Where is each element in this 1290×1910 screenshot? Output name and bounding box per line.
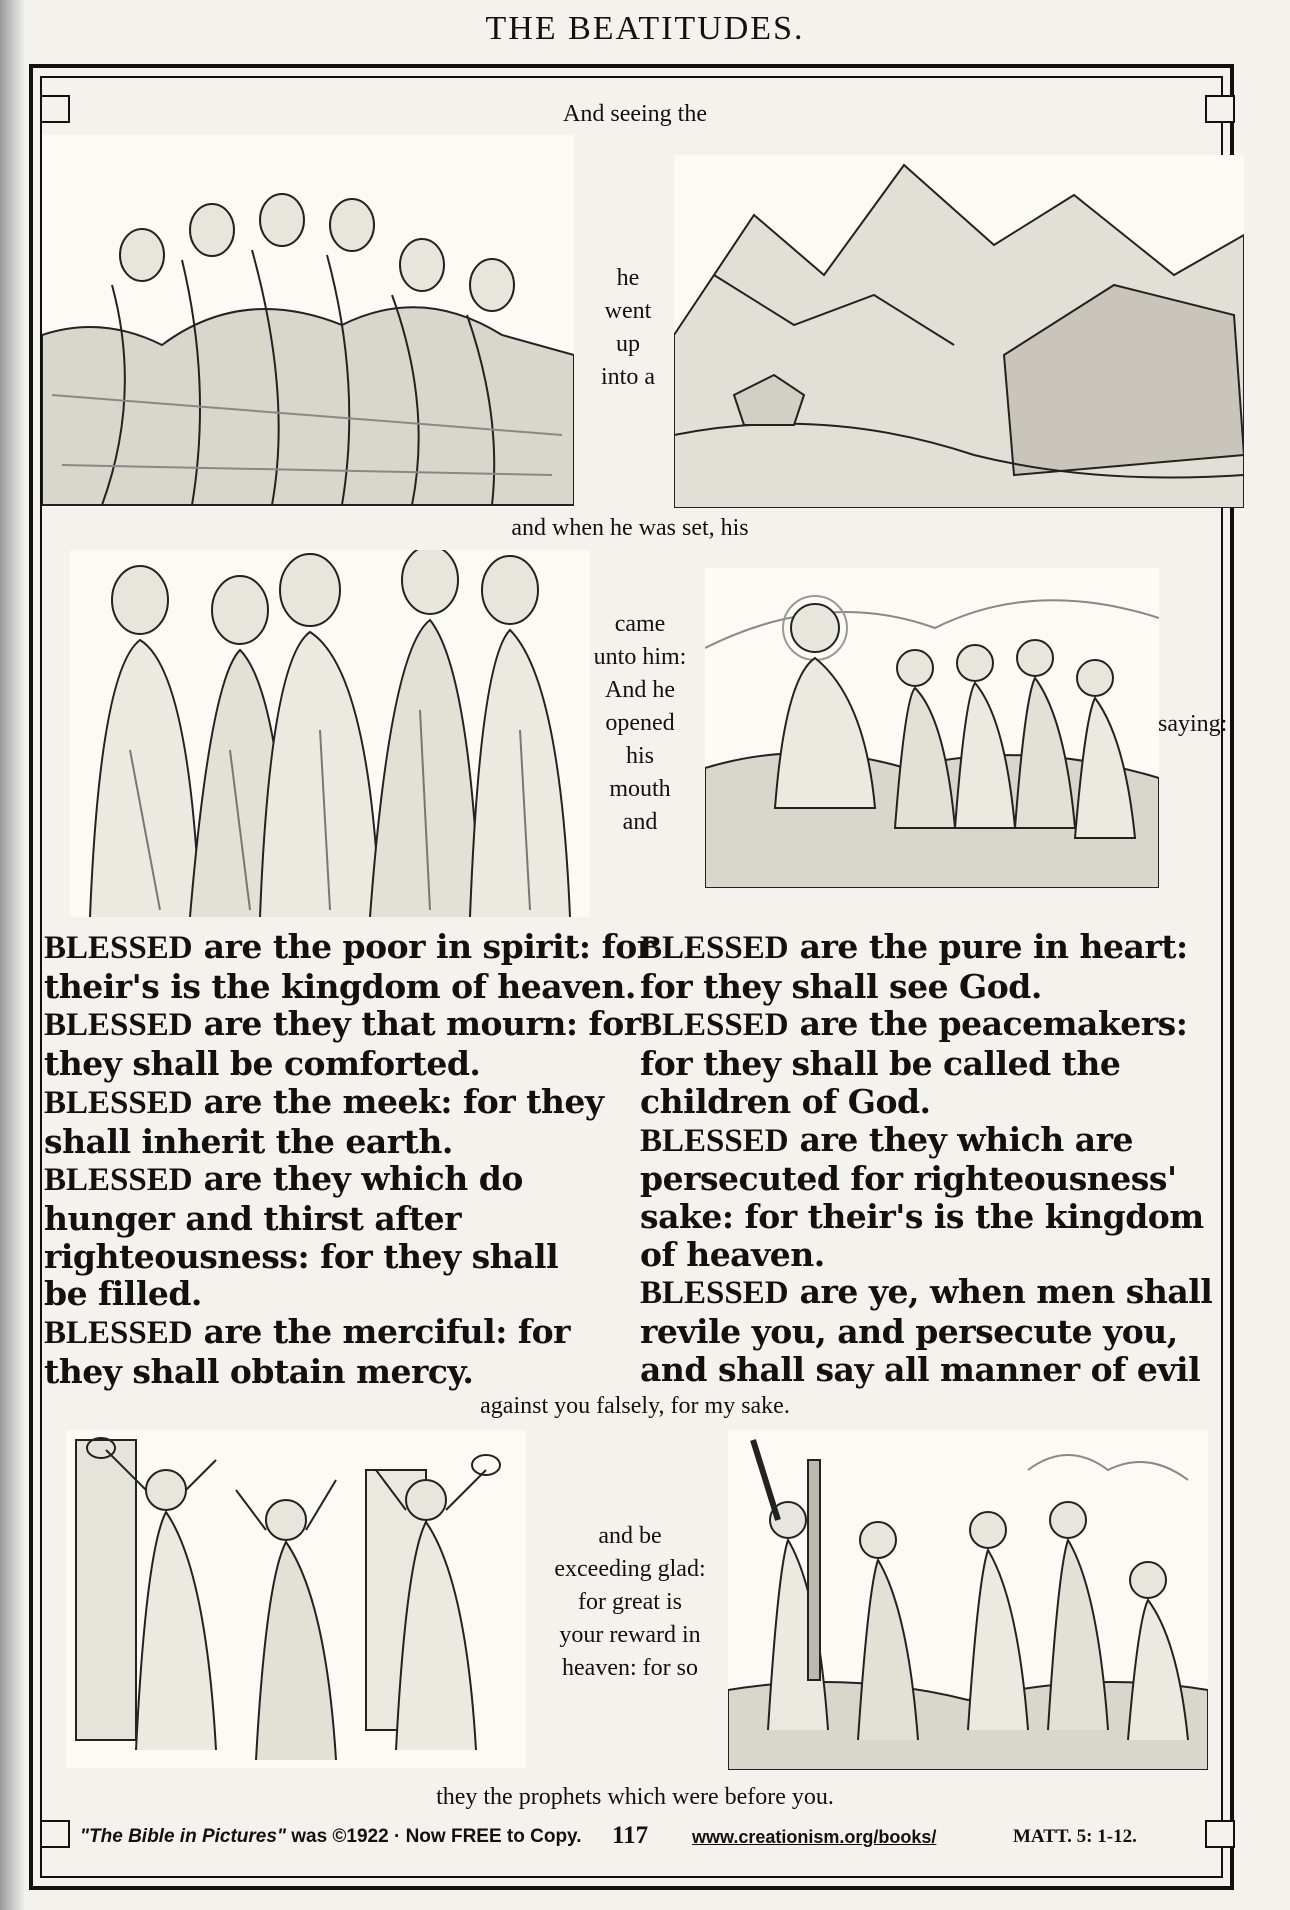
text-line: for great is bbox=[578, 1589, 682, 1615]
beatitudes-right-column bbox=[640, 928, 1212, 1388]
page-footer bbox=[80, 1822, 1190, 1852]
beatitude-line bbox=[640, 1160, 1212, 1198]
corner-ornament-top-left bbox=[40, 95, 70, 123]
blessed-keyword: BLESSED bbox=[44, 1315, 193, 1352]
beatitude-line bbox=[44, 1353, 654, 1391]
beatitude-text: sake: for their's is the kingdom bbox=[640, 1196, 1204, 1236]
narrative-saying: saying: bbox=[1158, 711, 1228, 737]
beatitude-text: revile you, and persecute you, bbox=[640, 1312, 1178, 1352]
text-line: heaven: for so bbox=[562, 1655, 698, 1681]
beatitude-line bbox=[44, 928, 654, 968]
blessed-keyword: BLESSED bbox=[640, 930, 789, 966]
beatitude-line bbox=[44, 1238, 654, 1276]
blessed-keyword: BLESSED bbox=[640, 1275, 789, 1312]
text-line: opened bbox=[605, 710, 675, 736]
narrative-seeing: And seeing the bbox=[563, 101, 707, 127]
illustration-mountain bbox=[674, 155, 1244, 508]
narrative-when-set: and when he was set, his bbox=[511, 515, 749, 541]
text-line: came bbox=[614, 611, 666, 637]
blessed-keyword: BLESSED bbox=[44, 1084, 193, 1121]
beatitude-text: are they which are bbox=[788, 1119, 1134, 1159]
beatitude-line bbox=[44, 1160, 654, 1200]
book-spine-shadow bbox=[0, 0, 24, 1910]
corner-ornament-top-right bbox=[1205, 95, 1235, 123]
beatitude-text: are the merciful: for bbox=[192, 1312, 570, 1352]
text-line: unto him: bbox=[593, 644, 687, 670]
text-line: and be bbox=[598, 1523, 662, 1549]
beatitude-line bbox=[640, 1005, 1212, 1045]
beatitudes-left-column bbox=[44, 928, 654, 1390]
beatitude-text: are the peacemakers: bbox=[788, 1004, 1188, 1044]
blessed-keyword: BLESSED bbox=[640, 1007, 789, 1044]
beatitude-line bbox=[640, 1198, 1212, 1236]
corner-ornament-bottom-right bbox=[1205, 1820, 1235, 1848]
copyright-credit bbox=[80, 1826, 582, 1848]
text-line: he bbox=[616, 265, 640, 291]
narrative-against: against you falsely, for my sake. bbox=[480, 1393, 790, 1419]
beatitude-text: they shall be comforted. bbox=[44, 1044, 481, 1084]
beatitude-line bbox=[44, 1275, 654, 1313]
beatitude-line bbox=[640, 968, 1212, 1006]
website-link[interactable]: www.creationism.org/books/ bbox=[692, 1827, 937, 1847]
beatitude-line bbox=[44, 1083, 654, 1123]
page-number: 117 bbox=[612, 1822, 649, 1849]
beatitude-line bbox=[44, 1200, 654, 1238]
beatitude-text: for they shall be called the bbox=[640, 1044, 1121, 1084]
text-line: into a bbox=[601, 364, 655, 390]
beatitude-text: are they which do bbox=[192, 1159, 523, 1199]
beatitude-line bbox=[640, 1083, 1212, 1121]
scripture-reference: MATT. 5: 1-12. bbox=[1013, 1826, 1137, 1847]
narrative-prophets: they the prophets which were before you. bbox=[436, 1784, 834, 1810]
illustration-disciples bbox=[70, 550, 590, 917]
beatitude-text: are the pure in heart: bbox=[788, 927, 1188, 966]
beatitude-line bbox=[44, 1045, 654, 1083]
blessed-keyword: BLESSED bbox=[44, 1162, 193, 1199]
illustration-persecution bbox=[728, 1430, 1208, 1770]
illustration-rejoicing bbox=[66, 1430, 526, 1768]
credit-text: was ©1922 · Now FREE to Copy. bbox=[285, 1826, 582, 1847]
illustration-multitudes bbox=[42, 135, 574, 507]
beatitude-text: are ye, when men shall bbox=[788, 1272, 1213, 1312]
text-line: mouth bbox=[609, 776, 671, 802]
beatitude-text: be filled. bbox=[44, 1274, 202, 1314]
blessed-keyword: BLESSED bbox=[44, 1007, 193, 1044]
blessed-keyword: BLESSED bbox=[640, 1122, 789, 1159]
beatitude-text: and shall say all manner of evil bbox=[640, 1349, 1201, 1389]
text-line: up bbox=[616, 331, 640, 357]
text-line: your reward in bbox=[559, 1622, 701, 1648]
beatitude-text: persecuted for righteousness' bbox=[640, 1159, 1177, 1199]
beatitude-text: are the poor in spirit: for bbox=[192, 927, 654, 966]
beatitude-line bbox=[640, 1121, 1212, 1161]
beatitude-text: of heaven. bbox=[640, 1234, 825, 1274]
text-line: his bbox=[625, 743, 654, 769]
beatitude-line bbox=[640, 1313, 1212, 1351]
beatitude-line bbox=[640, 1273, 1212, 1313]
corner-ornament-bottom-left bbox=[40, 1820, 70, 1848]
text-line: and bbox=[622, 809, 658, 835]
blessed-keyword: BLESSED bbox=[44, 930, 193, 966]
beatitude-text: for they shall see God. bbox=[640, 966, 1042, 1006]
beatitude-line bbox=[44, 968, 654, 1006]
text-line: went bbox=[604, 298, 652, 324]
beatitude-text: hunger and thirst after bbox=[44, 1198, 462, 1238]
beatitude-line bbox=[640, 1236, 1212, 1274]
beatitude-line bbox=[44, 1123, 654, 1161]
illustration-sermon bbox=[705, 568, 1159, 888]
narrative-came bbox=[570, 608, 710, 839]
beatitude-text: they shall obtain mercy. bbox=[44, 1351, 474, 1391]
beatitude-text: their's is the kingdom of heaven. bbox=[44, 966, 636, 1006]
beatitude-line bbox=[640, 928, 1212, 968]
text-line: And he bbox=[605, 677, 675, 703]
beatitude-text: are they that mourn: for bbox=[192, 1004, 641, 1044]
beatitude-text: are the meek: for they bbox=[192, 1081, 604, 1121]
book-title: "The Bible in Pictures" bbox=[80, 1826, 286, 1847]
beatitude-line bbox=[44, 1005, 654, 1045]
page-title: THE BEATITUDES. bbox=[485, 10, 805, 47]
narrative-went-up bbox=[578, 262, 678, 394]
beatitude-text: righteousness: for they shall bbox=[44, 1236, 559, 1276]
text-line: exceeding glad: bbox=[554, 1556, 706, 1582]
beatitude-text: children of God. bbox=[640, 1081, 931, 1121]
narrative-glad bbox=[530, 1520, 730, 1685]
beatitude-line bbox=[640, 1351, 1212, 1389]
beatitude-line bbox=[44, 1313, 654, 1353]
beatitude-line bbox=[640, 1045, 1212, 1083]
beatitude-text: shall inherit the earth. bbox=[44, 1121, 453, 1161]
